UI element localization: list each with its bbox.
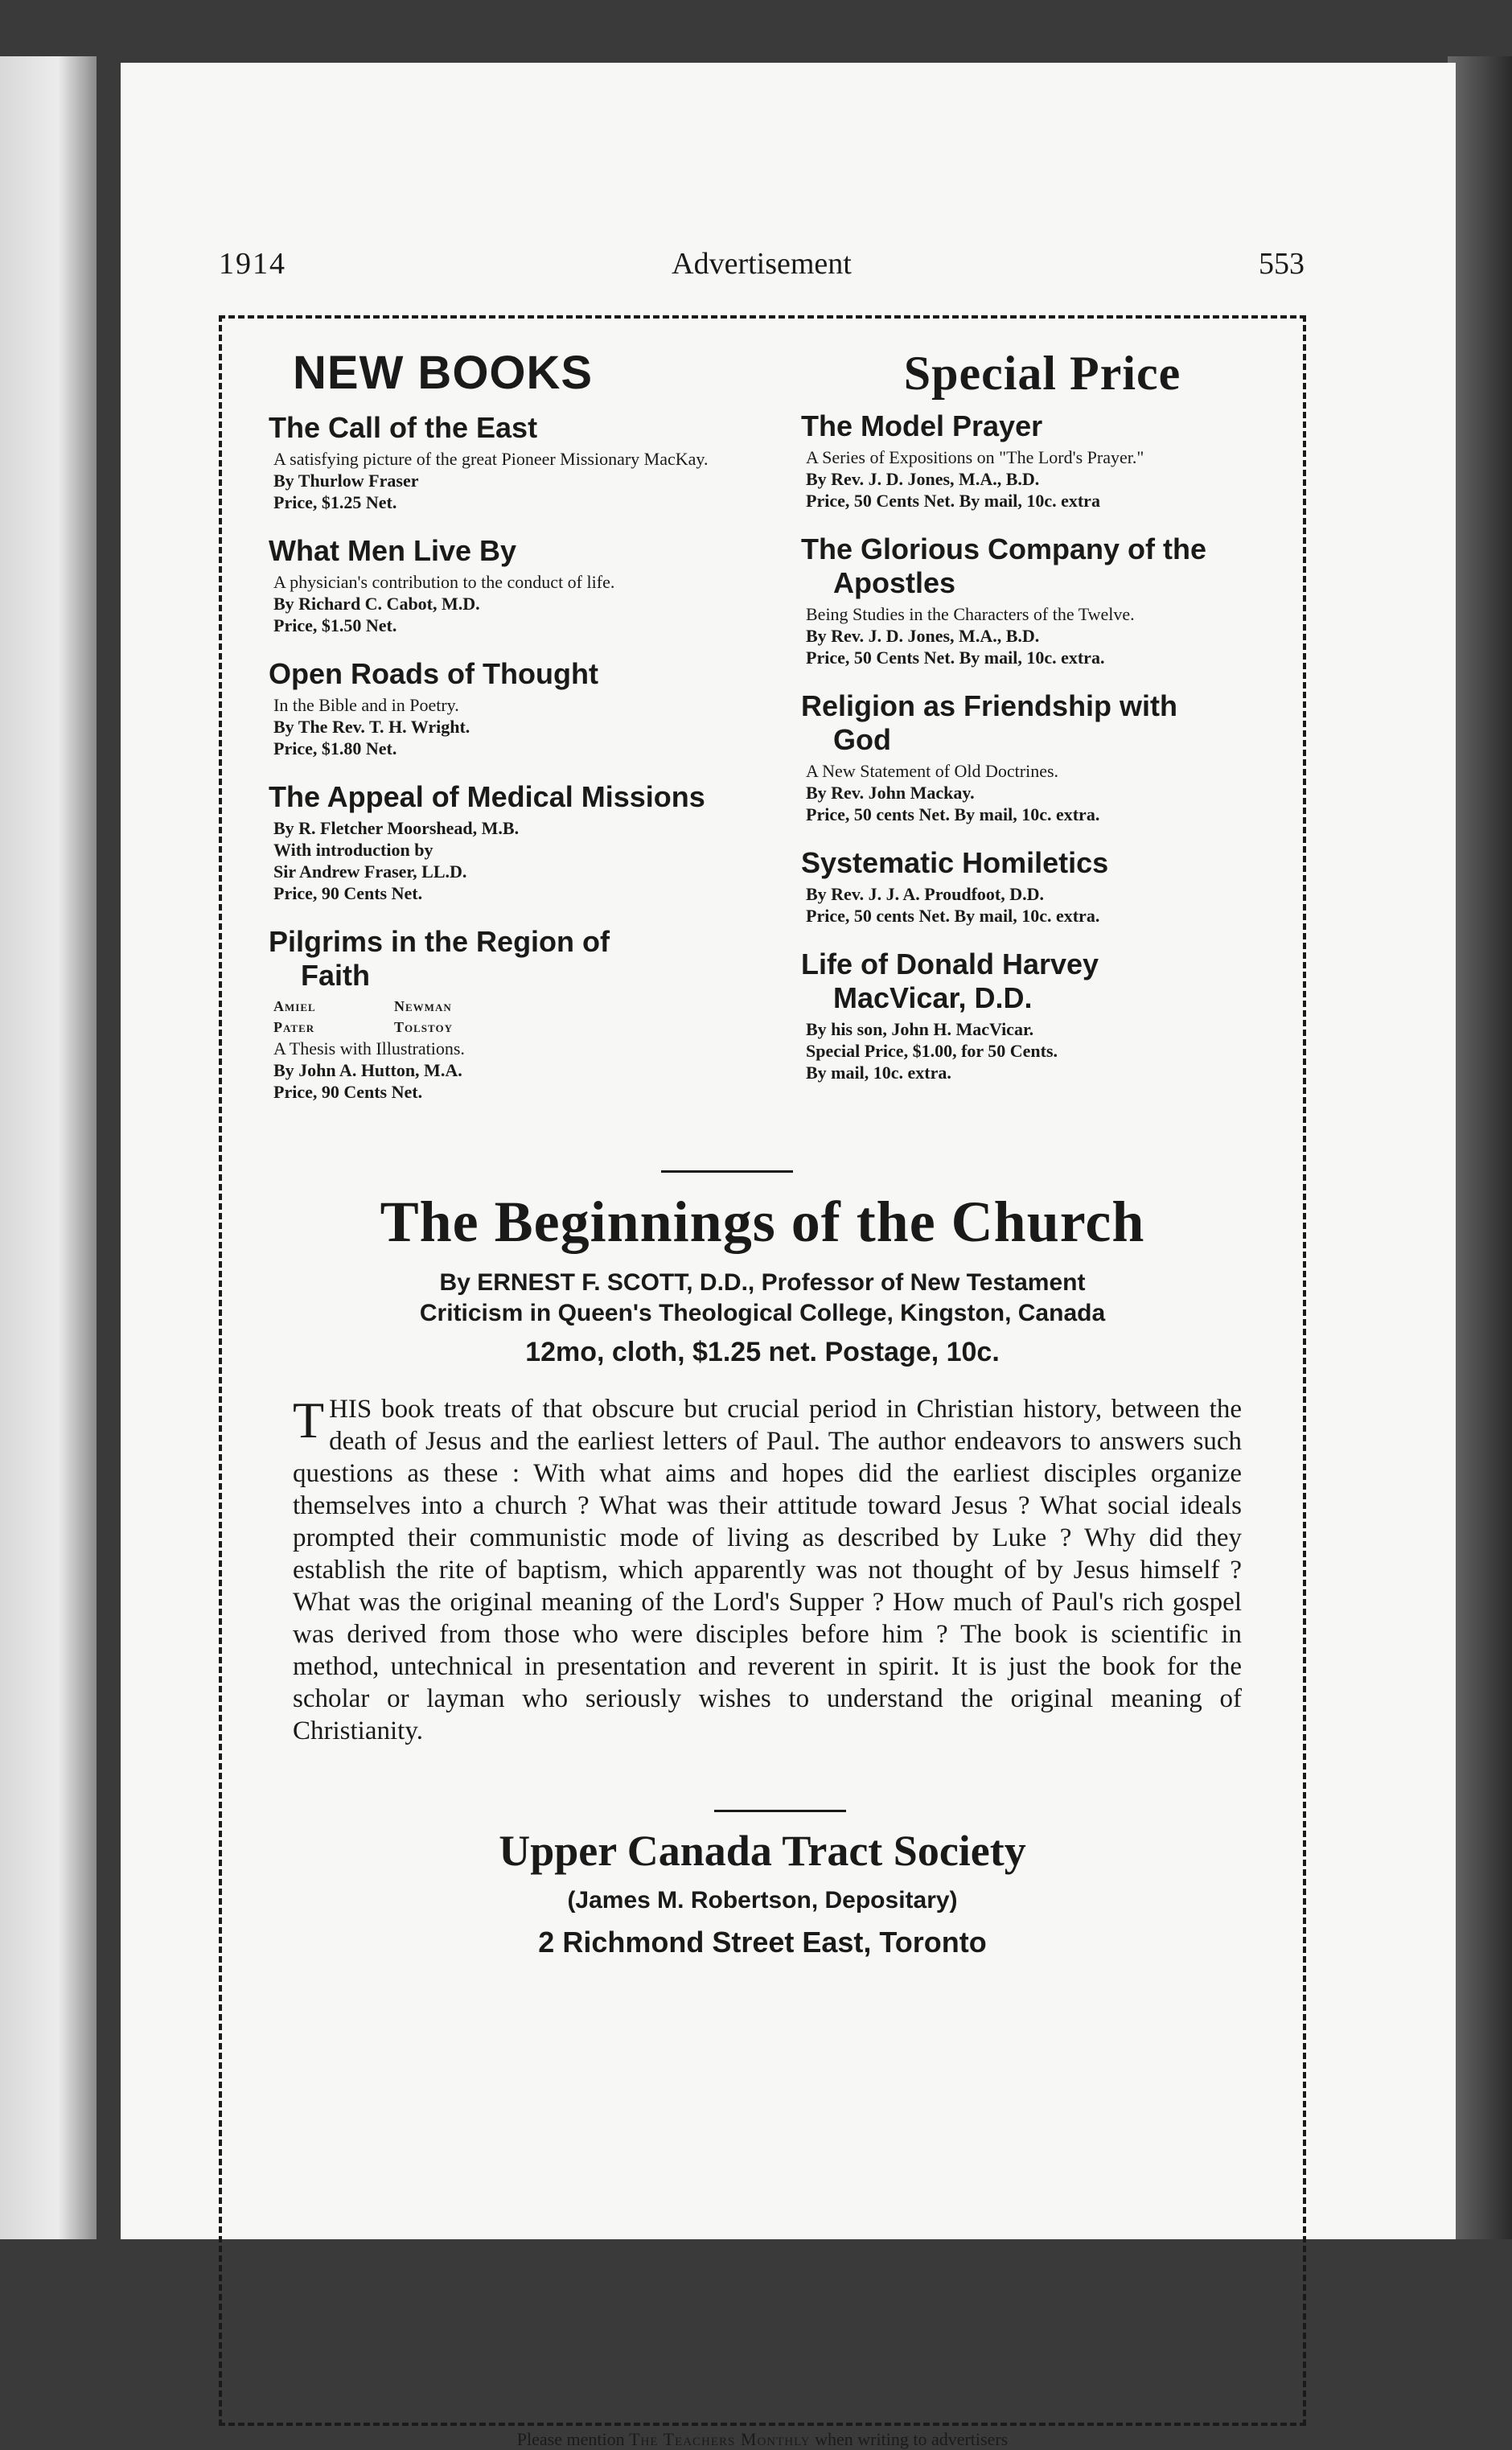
book-title-line: Open Roads of Thought (269, 657, 598, 690)
book-detail-line: A New Statement of Old Doctrines. (806, 761, 1059, 781)
publisher-address: 2 Richmond Street East, Toronto (538, 1926, 987, 1959)
book-detail-line: Special Price, $1.00, for 50 Cents. (806, 1041, 1058, 1061)
book-listing (269, 534, 751, 636)
scan-book-spine (1448, 56, 1512, 2239)
book-detail-line: By mail, 10c. extra. (806, 1063, 951, 1083)
book-title-line: Religion as Friendship with (801, 689, 1178, 722)
book-detail-line: A physician's contribution to the conduct of life. (273, 572, 615, 592)
book-title-line: God (833, 723, 891, 756)
feature-description (293, 1393, 1242, 1747)
feature-author-line: Criticism in Queen's Theological College, Kingston, Canada (419, 1300, 1106, 1326)
book-detail-line: A Series of Expositions on "The Lord's Prayer." (806, 447, 1144, 467)
book-title (801, 948, 1284, 1015)
running-head-title: Advertisement (672, 247, 852, 281)
scan-left-page-edge (0, 56, 97, 2239)
book-listing (801, 532, 1284, 668)
book-title (801, 689, 1284, 757)
book-title-line: The Glorious Company of the (801, 532, 1207, 565)
book-title-line: Pilgrims in the Region of (269, 925, 610, 958)
book-title-line: Apostles (833, 566, 956, 599)
book-detail-line: In the Bible and in Poetry. (273, 695, 459, 715)
book-detail-line: By Rev. J. J. A. Proudfoot, D.D. (806, 884, 1044, 904)
author-names-row (269, 1017, 751, 1038)
author-name: Tolstoy (394, 1019, 453, 1035)
book-detail-line: By Rev. J. D. Jones, M.A., B.D. (806, 626, 1040, 646)
publisher-depositary: (James M. Robertson, Depositary) (567, 1887, 958, 1914)
book-title-line: The Appeal of Medical Missions (269, 780, 705, 813)
book-title-line: What Men Live By (269, 534, 517, 567)
book-listing (269, 411, 751, 513)
feature-author-line: By ERNEST F. SCOTT, D.D., Professor of New Testament (439, 1269, 1086, 1296)
footer-text: Please mention (516, 2429, 630, 2449)
book-title (801, 846, 1284, 880)
book-detail-line: Price, $1.50 Net. (273, 615, 397, 635)
book-detail-line: Price, 90 Cents Net. (273, 1082, 423, 1102)
page-number: 553 (1259, 247, 1305, 281)
footer-note (219, 2429, 1306, 2450)
book-detail-line: Price, 90 Cents Net. (273, 883, 423, 903)
drop-cap: T (293, 1391, 325, 1449)
publisher-name: Upper Canada Tract Society (499, 1827, 1026, 1875)
book-detail-line: By John A. Hutton, M.A. (273, 1060, 462, 1080)
book-title-line: MacVicar, D.D. (833, 981, 1033, 1014)
book-title (269, 925, 751, 993)
footer-magazine: The Teachers Monthly (629, 2429, 811, 2449)
new-books-column (269, 346, 751, 1124)
book-detail-line: A satisfying picture of the great Pioneer Missionary MacKay. (273, 449, 709, 469)
book-title (801, 532, 1284, 600)
book-title-line: Systematic Homiletics (801, 846, 1109, 879)
book-detail-line: With introduction by (273, 840, 433, 860)
book-detail-line: By Thurlow Fraser (273, 471, 419, 491)
special-price-column (801, 346, 1284, 1104)
book-detail-line: Price, $1.80 Net. (273, 738, 397, 758)
book-detail-line: Price, 50 Cents Net. By mail, 10c. extra (806, 491, 1100, 511)
special-price-heading: Special Price (903, 347, 1181, 400)
book-detail-line: By his son, John H. MacVicar. (806, 1019, 1034, 1039)
book-listing (269, 780, 751, 904)
feature-title: The Beginnings of the Church (380, 1190, 1145, 1254)
book-detail-line: Price, 50 Cents Net. By mail, 10c. extra. (806, 647, 1105, 668)
book-listing (269, 657, 751, 759)
book-detail-line: Price, $1.25 Net. (273, 492, 397, 512)
advertisement-frame (219, 315, 1306, 2426)
book-detail-line: By R. Fletcher Moorshead, M.B. (273, 818, 520, 838)
book-listing (801, 689, 1284, 825)
book-listing (801, 409, 1284, 512)
book-title-line: Faith (301, 959, 370, 992)
book-title (269, 534, 751, 568)
running-head (219, 246, 1305, 294)
author-name: Pater (273, 1019, 315, 1035)
divider-rule (714, 1810, 846, 1812)
divider-rule (661, 1170, 793, 1173)
feature-body-text: HIS book treats of that obscure but crucial period in Christian history, between the death of Jesus and the earliest letters of Paul. The author endeavors to answers such questions as these : With what aims and hopes did the earliest disciples organize themselves into a church ? What was their attitude toward Jesus ? What social ideals prompted their communistic mode of living as described by Luke ? Why did they establish the rite of baptism, which apparently was not thought of by Jesus himself ? What was the original meaning of the Lord's Supper ? How much of Paul's rich gospel was derived from those who were disciples before him ? The book is scientific in method, untechnical in presentation and reverent in spirit. It is just the book for the scholar or layman who seriously wishes to understand the original meaning of Christianity. (293, 1395, 1242, 1745)
book-title (269, 780, 751, 814)
author-name: Amiel (273, 998, 316, 1014)
book-listing (801, 948, 1284, 1083)
book-title (269, 411, 751, 445)
author-name: Newman (394, 998, 452, 1014)
new-books-heading: NEW BOOKS (293, 347, 594, 399)
book-detail-line: By Richard C. Cabot, M.D. (273, 594, 480, 614)
book-listing (269, 925, 751, 1103)
book-title-line: The Call of the East (269, 411, 538, 444)
book-detail-line: By The Rev. T. H. Wright. (273, 717, 470, 737)
book-title (801, 409, 1284, 443)
feature-price: 12mo, cloth, $1.25 net. Postage, 10c. (525, 1337, 1000, 1367)
book-detail-line: By Rev. John Mackay. (806, 783, 975, 803)
book-detail-line: Sir Andrew Fraser, LL.D. (273, 861, 467, 882)
book-detail-line: Being Studies in the Characters of the Twelve. (806, 604, 1135, 624)
book-detail-line: Price, 50 cents Net. By mail, 10c. extra. (806, 906, 1100, 926)
book-detail-line: By Rev. J. D. Jones, M.A., B.D. (806, 469, 1040, 489)
running-head-year: 1914 (219, 247, 286, 281)
feature-author (222, 1268, 1303, 1329)
author-names-row (269, 996, 751, 1017)
book-detail-line: A Thesis with Illustrations. (273, 1038, 465, 1059)
book-title-line: The Model Prayer (801, 409, 1043, 442)
footer-text: when writing to advertisers (810, 2429, 1009, 2449)
book-title-line: Life of Donald Harvey (801, 948, 1099, 980)
book-title (269, 657, 751, 691)
book-listing (801, 846, 1284, 927)
book-detail-line: Price, 50 cents Net. By mail, 10c. extra. (806, 804, 1100, 824)
